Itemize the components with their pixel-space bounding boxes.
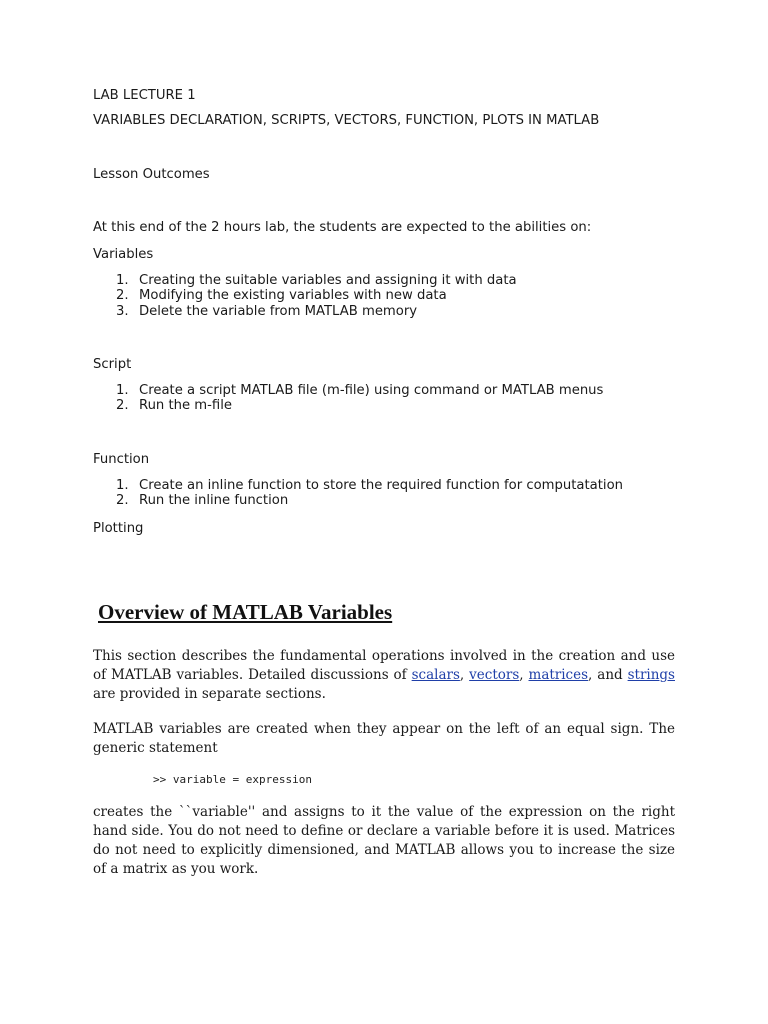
overview-heading: Overview of MATLAB Variables (98, 600, 393, 624)
separator-text: , (459, 667, 470, 683)
script-list (116, 383, 603, 414)
overview-paragraph-1 (93, 647, 675, 704)
list-item-text: Delete the variable from MATLAB memory (139, 303, 418, 319)
section-title-script: Script (93, 357, 132, 372)
list-item-text: Run the inline function (139, 493, 289, 509)
paragraph-text: This section describes the fundamental operations involved in the creation and use of MATLAB variables. Detailed discussions of (93, 648, 675, 683)
outcomes-label: Lesson Outcomes (93, 167, 210, 182)
list-item-text: Modifying the existing variables with new data (139, 288, 447, 304)
separator-text: , (519, 667, 529, 683)
list-number: 2. (116, 288, 129, 304)
section-title-function: Function (93, 452, 150, 467)
list-item (116, 398, 603, 413)
list-item-text: Creating the suitable variables and assigning it with data (139, 273, 517, 288)
scalars-link[interactable]: scalars (411, 667, 460, 683)
list-item (116, 478, 623, 493)
paragraph-text: are provided in separate sections. (93, 686, 326, 702)
list-item-text: Run the m-file (139, 398, 233, 414)
list-number: 3. (116, 303, 129, 319)
lab-subtitle: VARIABLES DECLARATION, SCRIPTS, VECTORS, FUNCTION, PLOTS IN MATLAB (93, 113, 600, 128)
list-number: 2. (116, 493, 129, 509)
code-statement: >> variable = expression (153, 773, 312, 786)
outcomes-intro: At this end of the 2 hours lab, the students are expected to the abilities on: (93, 220, 592, 235)
section-title-plotting: Plotting (93, 521, 144, 536)
list-item (116, 273, 517, 288)
list-item (116, 288, 517, 303)
variables-list (116, 273, 517, 319)
lab-title: LAB LECTURE 1 (93, 88, 196, 103)
list-number: 1. (116, 383, 129, 398)
section-title-variables: Variables (93, 247, 154, 262)
list-item (116, 383, 603, 398)
list-number: 2. (116, 398, 129, 414)
function-list (116, 478, 623, 509)
list-item-text: Create an inline function to store the required function for computatation (139, 478, 624, 493)
list-number: 1. (116, 273, 129, 288)
overview-paragraph-2: MATLAB variables are created when they appear on the left of an equal sign. The generic statement (93, 721, 675, 756)
strings-link[interactable]: strings (627, 667, 675, 683)
vectors-link[interactable]: vectors (469, 667, 520, 683)
overview-paragraph-3: creates the ``variable'' and assigns to it the value of the expression on the right hand side. You do not need to define or declare a variable before it is used. Matrices do not need to explicitly dimensioned, and MATLAB allows you to increase the size of a matrix as you work. (93, 804, 675, 877)
list-item (116, 493, 623, 508)
list-number: 1. (116, 478, 129, 493)
separator-text: , and (588, 667, 628, 683)
list-item (116, 304, 517, 319)
list-item-text: Create a script MATLAB file (m-file) using command or MATLAB menus (139, 383, 604, 398)
matrices-link[interactable]: matrices (528, 667, 589, 683)
